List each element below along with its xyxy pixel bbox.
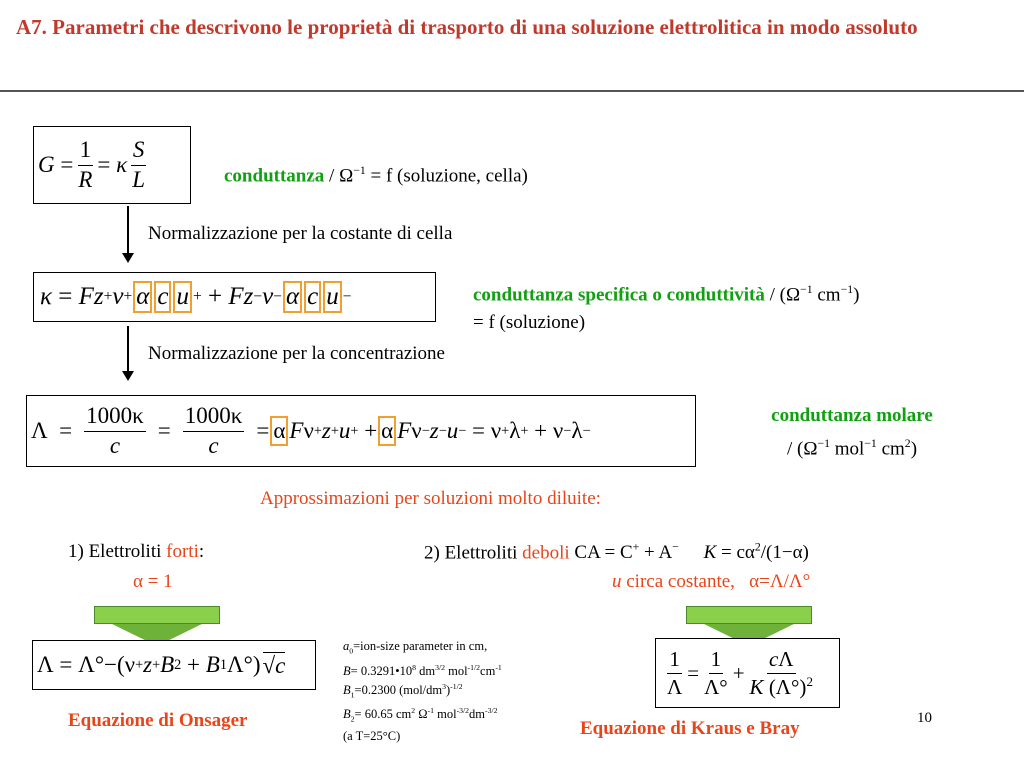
concentration-step-label: Normalizzazione per la concentrazione (148, 343, 445, 364)
B2-definition: $B_2= 60.65$ $cm^2$ $\Omega^{-1}$ $mol^{-3/2}dm^{-3/2}$ (343, 706, 498, 724)
conductivity-equation-box: κ = F z + ν + α c u + + F z − ν − α c u − (33, 272, 436, 322)
dissociation-constant: $K = c\alpha^2/(1-\alpha)$ (703, 541, 809, 564)
page-number: 10 (917, 710, 932, 726)
B-definition: $B= 0.3291•10^8$ $dm^{3/2}$ $mol^{-1/2}cm^{-1}$ (343, 662, 502, 678)
onsager-equation-name: Equazione di Onsager (68, 710, 248, 731)
conductivity-relation: = f (soluzione) (473, 312, 586, 334)
conductance-term: conduttanza (224, 165, 325, 187)
conductance-equation-box: G = $\frac{1}{R}$ = κ $\frac{S}{L}$ (33, 126, 191, 204)
molar-conductivity-definition: conduttanza molare / ($\Omega^{-1}$ mol$^{-1}$ $cm^2$) (732, 402, 972, 463)
conductance-relation: = f (soluzione, cella) (365, 165, 528, 187)
temperature-note: (a T=25°C) (343, 728, 401, 743)
onsager-parameters (343, 638, 502, 744)
alpha-relation: α=Λ/Λ° (749, 571, 811, 592)
weak-conditions: u circa costante, α=Λ/Λ° (612, 571, 811, 592)
dissociation-reaction: CA = C+ + A− (569, 541, 679, 564)
conductance-definition: conduttanza / $\Omega^{-1} = f$ (soluzione, cella) (224, 164, 528, 187)
approximations-heading: Approssimazioni per soluzioni molto diluite: (260, 488, 601, 509)
down-arrow-2 (127, 326, 129, 372)
title-divider (0, 90, 1024, 92)
a0-definition: $a_0=ion$-size parameter in cm, (343, 639, 488, 656)
molar-conductivity-equation-box: Λ = $\frac{1000\kappa}{c}$ = $\frac{1000\kappa}{c}$ = α F ν + z + u + + α F ν − z − u − = ν + λ + + ν − λ − (26, 395, 696, 467)
slide-title: A7. Parametri che descrivono le proprietà di trasporto di una soluzione elettrolitica in modo assoluto (16, 15, 918, 39)
down-arrow-1 (127, 206, 129, 254)
conductance-unit: / Ω (324, 165, 354, 187)
conductivity-definition: conduttanza specifica o conduttività / ($\Omega^{-1}$ $cm^{-1}$) = f (soluzione) (473, 276, 859, 337)
strong-electrolytes-label: 1) Elettroliti forti: (68, 541, 205, 562)
down-arrow-1-head (122, 253, 134, 263)
molar-conductivity-term: conduttanza molare (771, 405, 933, 426)
B1-definition: $B_1=0.2300$ $(mol/dm^3)^{-1/2}$ (343, 681, 463, 700)
cell-constant-step-label: Normalizzazione per la costante di cella (148, 223, 453, 244)
alpha-equals-one: α = 1 (133, 571, 173, 592)
onsager-equation-box: Λ = Λ°−(ν + z + B 2 + B 1 Λ°) √ c (32, 640, 316, 690)
weak-electrolytes-label: 2) Elettroliti deboli CA = C+ + A− $K = c\alpha^2/(1-\alpha)$ (424, 541, 809, 564)
down-arrow-2-head (122, 371, 134, 381)
kraus-bray-equation-name: Equazione di Kraus e Bray (580, 718, 800, 739)
conductivity-term: conduttanza specifica o conduttività (473, 284, 765, 306)
kraus-bray-equation-box: $\frac{1}{\Lambda}$ = $\frac{1}{\Lambda^\circ}$ + $\frac{c\Lambda}{K (\Lambda^\circ)^2}$ (655, 638, 840, 708)
